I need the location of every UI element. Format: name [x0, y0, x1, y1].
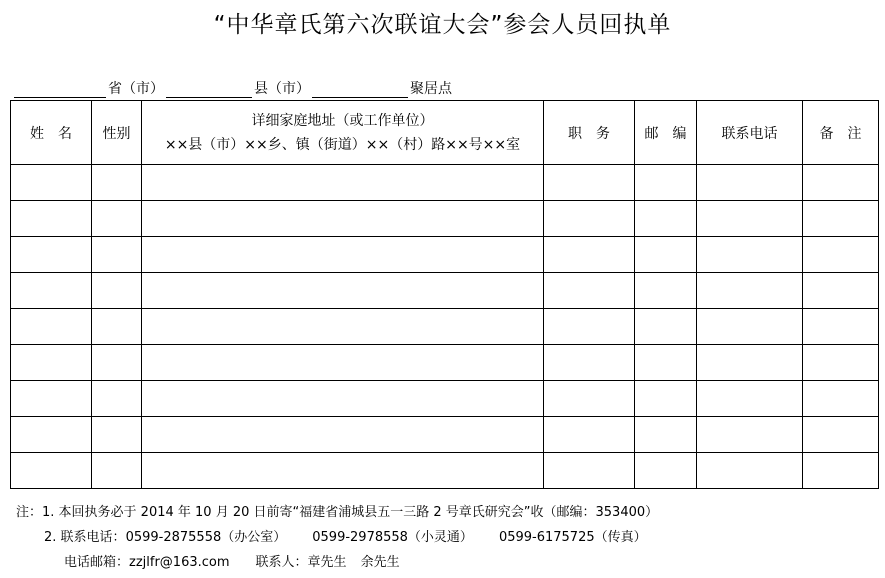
cell-position[interactable] — [544, 345, 635, 381]
note-3 — [16, 550, 658, 575]
cell-gender[interactable] — [92, 201, 142, 237]
header-address-format: ××县（市）××乡、镇（街道）××（村）路××号××室 — [164, 136, 521, 153]
cell-address[interactable] — [142, 237, 544, 273]
table-row — [11, 309, 879, 345]
cell-address[interactable] — [142, 273, 544, 309]
cell-name[interactable] — [11, 165, 92, 201]
cell-remark[interactable] — [803, 165, 879, 201]
cell-remark[interactable] — [803, 237, 879, 273]
phone-fax: 0599-6175725（传真） — [498, 530, 647, 545]
attendee-table — [10, 100, 879, 489]
cell-postcode[interactable] — [635, 381, 697, 417]
cell-position[interactable] — [544, 237, 635, 273]
cell-address[interactable] — [142, 453, 544, 489]
header-address — [142, 101, 544, 165]
cell-gender[interactable] — [92, 309, 142, 345]
cell-postcode[interactable] — [635, 345, 697, 381]
table-row — [11, 237, 879, 273]
notes-section — [16, 500, 658, 575]
note-2-num: 2. — [44, 530, 57, 545]
location-line — [14, 78, 454, 98]
cell-remark[interactable] — [803, 381, 879, 417]
cell-remark[interactable] — [803, 453, 879, 489]
cell-address[interactable] — [142, 165, 544, 201]
header-remark: 备 注 — [803, 101, 879, 165]
header-postcode: 邮 编 — [635, 101, 697, 165]
cell-address[interactable] — [142, 309, 544, 345]
cell-postcode[interactable] — [635, 273, 697, 309]
table-row — [11, 345, 879, 381]
county-label: 县（市） — [254, 81, 310, 97]
cell-remark[interactable] — [803, 309, 879, 345]
table-row — [11, 201, 879, 237]
table-row — [11, 165, 879, 201]
cell-remark[interactable] — [803, 417, 879, 453]
cell-gender[interactable] — [92, 453, 142, 489]
cell-name[interactable] — [11, 417, 92, 453]
note-1 — [16, 500, 658, 525]
cell-postcode[interactable] — [635, 201, 697, 237]
settlement-blank[interactable] — [312, 81, 408, 98]
cell-postcode[interactable] — [635, 417, 697, 453]
cell-position[interactable] — [544, 453, 635, 489]
phone-office: 0599-2875558（办公室） — [125, 530, 287, 545]
province-blank[interactable] — [14, 81, 106, 98]
cell-name[interactable] — [11, 273, 92, 309]
cell-phone[interactable] — [697, 273, 803, 309]
contact-2: 余先生 — [360, 555, 400, 570]
header-phone: 联系电话 — [697, 101, 803, 165]
cell-gender[interactable] — [92, 417, 142, 453]
note-prefix: 注：1. — [16, 505, 55, 520]
cell-gender[interactable] — [92, 345, 142, 381]
cell-name[interactable] — [11, 237, 92, 273]
cell-position[interactable] — [544, 381, 635, 417]
header-gender: 性别 — [92, 101, 142, 165]
cell-gender[interactable] — [92, 273, 142, 309]
cell-postcode[interactable] — [635, 309, 697, 345]
cell-position[interactable] — [544, 201, 635, 237]
cell-address[interactable] — [142, 201, 544, 237]
cell-phone[interactable] — [697, 417, 803, 453]
table-row — [11, 417, 879, 453]
cell-remark[interactable] — [803, 201, 879, 237]
cell-postcode[interactable] — [635, 453, 697, 489]
phone-label: 联系电话： — [60, 530, 126, 545]
cell-position[interactable] — [544, 309, 635, 345]
cell-phone[interactable] — [697, 345, 803, 381]
cell-name[interactable] — [11, 381, 92, 417]
cell-remark[interactable] — [803, 345, 879, 381]
province-label: 省（市） — [108, 81, 164, 97]
cell-gender[interactable] — [92, 237, 142, 273]
table-row — [11, 273, 879, 309]
header-position: 职 务 — [544, 101, 635, 165]
header-name: 姓 名 — [11, 101, 92, 165]
cell-name[interactable] — [11, 453, 92, 489]
cell-phone[interactable] — [697, 201, 803, 237]
table-header-row — [11, 101, 879, 165]
cell-position[interactable] — [544, 273, 635, 309]
settlement-label: 聚居点 — [410, 81, 452, 97]
header-address-title: 详细家庭地址（或工作单位） — [251, 112, 434, 129]
cell-phone[interactable] — [697, 237, 803, 273]
email-value[interactable]: zzjlfr@163.com — [129, 555, 230, 570]
email-label: 电话邮箱： — [64, 555, 130, 570]
cell-position[interactable] — [544, 165, 635, 201]
cell-gender[interactable] — [92, 381, 142, 417]
cell-phone[interactable] — [697, 453, 803, 489]
cell-postcode[interactable] — [635, 165, 697, 201]
county-blank[interactable] — [166, 81, 252, 98]
contact-1: 章先生 — [307, 555, 347, 570]
cell-address[interactable] — [142, 345, 544, 381]
contact-label: 联系人： — [255, 555, 308, 570]
cell-phone[interactable] — [697, 381, 803, 417]
phone-xlt: 0599-2978558（小灵通） — [312, 530, 473, 545]
cell-address[interactable] — [142, 381, 544, 417]
cell-remark[interactable] — [803, 273, 879, 309]
cell-name[interactable] — [11, 201, 92, 237]
cell-postcode[interactable] — [635, 237, 697, 273]
note-2 — [16, 525, 658, 550]
cell-address[interactable] — [142, 417, 544, 453]
cell-name[interactable] — [11, 345, 92, 381]
page-title: “中华章氏第六次联谊大会”参会人员回执单 — [213, 12, 672, 38]
cell-phone[interactable] — [697, 165, 803, 201]
cell-phone[interactable] — [697, 309, 803, 345]
table-row — [11, 453, 879, 489]
table-row — [11, 381, 879, 417]
cell-position[interactable] — [544, 417, 635, 453]
cell-name[interactable] — [11, 309, 92, 345]
cell-gender[interactable] — [92, 165, 142, 201]
note-1-text: 本回执务必于 2014 年 10 月 20 日前寄“福建省浦城县五一三路 2 号章氏研究会”收（邮编：353400） — [58, 505, 659, 520]
